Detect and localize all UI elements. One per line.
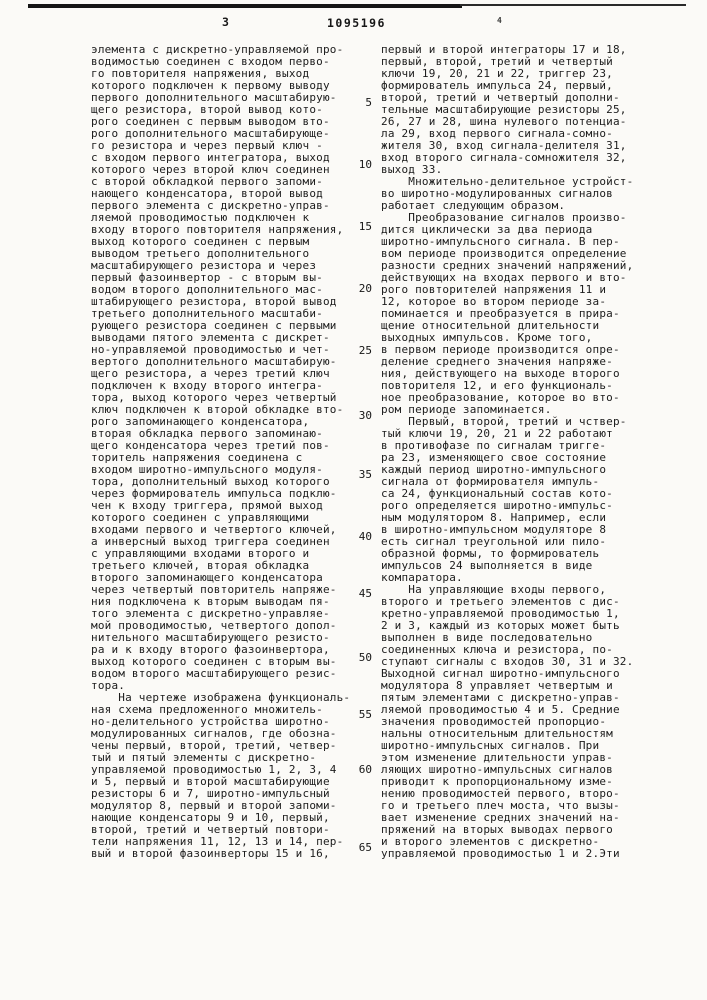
- line-number: 45: [358, 587, 372, 600]
- text-line: вертого дополнительного масштабирую-: [91, 355, 337, 368]
- text-line: мой проводимостью, четвертого допол-: [91, 619, 337, 632]
- line-number: 60: [358, 763, 372, 776]
- text-line: модулятор 8, первый и второй запоми-: [91, 799, 337, 812]
- text-line: образной формы, то формирователь: [381, 547, 600, 560]
- text-line: ключи 19, 20, 21 и 22, триггер 23,: [381, 67, 613, 80]
- text-line: есть сигнал треугольной или пило-: [381, 535, 607, 548]
- text-line: тый ключи 19, 20, 21 и 22 работают: [381, 427, 613, 440]
- text-line: жителя 30, вход сигнала-делителя 31,: [381, 139, 627, 152]
- text-line: нению проводимостей первого, второ-: [381, 787, 620, 800]
- line-number: 15: [358, 220, 372, 233]
- text-line: первого элемента с дискретно-управ-: [91, 199, 330, 212]
- text-line: в противофазе по сигналам тригге-: [381, 439, 607, 452]
- text-line: тельные масштабирующие резисторы 25,: [381, 103, 627, 116]
- text-line: вход второго сигнала-сомножителя 32,: [381, 151, 627, 164]
- top-rule-right-segment: [460, 4, 686, 6]
- text-line: щего резистора, а через третий ключ: [91, 367, 330, 380]
- text-line: ния, действующего на выходе второго: [381, 367, 620, 380]
- text-line: щего конденсатора через третий пов-: [91, 439, 330, 452]
- line-number-gutter: [346, 0, 372, 900]
- text-line: нальны относительным длительностям: [381, 727, 613, 740]
- text-line: выводом третьего дополнительного: [91, 247, 310, 260]
- text-line: чены первый, второй, третий, четвер-: [91, 739, 337, 752]
- text-line: Преобразование сигналов произво-: [381, 211, 627, 224]
- text-line: штабирующего резистора, второй вывод: [91, 295, 337, 308]
- text-line: Первый, второй, третий и чствер-: [381, 415, 627, 428]
- text-line: выход которого соединен с вторым вы-: [91, 655, 337, 668]
- line-number: 20: [358, 282, 372, 295]
- text-line: ляемой проводимостью 4 и 5. Средние: [381, 703, 620, 716]
- text-line: вый и второй фазоинверторы 15 и 16,: [91, 847, 330, 860]
- text-line: щение относительной длительности: [381, 319, 600, 332]
- text-line: импульсов 24 выполняется в виде: [381, 559, 593, 572]
- text-line: тора.: [91, 679, 126, 692]
- text-line: первый фазоинвертор - с вторым вы-: [91, 271, 323, 284]
- text-line: которого подключен к первому выводу: [91, 79, 330, 92]
- text-line: рого запоминающего конденсатора,: [91, 415, 310, 428]
- line-number: 50: [358, 651, 372, 664]
- text-line: широтно-импульсного сигнала. В пер-: [381, 235, 620, 248]
- text-line: первого дополнительного масштабирую-: [91, 91, 337, 104]
- text-line: с входом первого интегратора, выход: [91, 151, 330, 164]
- text-line: тора, дополнительный выход которого: [91, 475, 330, 488]
- text-line: водом второго масштабирующего резис-: [91, 667, 337, 680]
- text-line: соединенных ключа и резистора, по-: [381, 643, 613, 656]
- text-line: подключен к входу второго интегра-: [91, 379, 323, 392]
- text-line: второй, третий и четвертый дополни-: [381, 91, 620, 104]
- text-line: Множительно-делительное устройст-: [381, 175, 634, 188]
- text-line: ным модулятором 8. Например, если: [381, 511, 607, 524]
- line-number: 40: [358, 530, 372, 543]
- text-line: компаратора.: [381, 571, 463, 584]
- text-line: во широтно-модулированных сигналов: [381, 187, 613, 200]
- text-line: пятым элементами с дискретно-управ-: [381, 691, 620, 704]
- text-line: входами первого и четвертого ключей,: [91, 523, 337, 536]
- text-line: рующего резистора соединен с первыми: [91, 319, 337, 332]
- text-line: рого определяется широтно-импульс-: [381, 499, 613, 512]
- text-line: 2 и 3, каждый из которых может быть: [381, 619, 620, 632]
- text-line: в широтно-импульсном модуляторе 8: [381, 523, 607, 536]
- text-line: этом изменение длительности управ-: [381, 751, 613, 764]
- text-line: входом широтно-импульсного модуля-: [91, 463, 323, 476]
- text-line: ключ подключен к второй обкладке вто-: [91, 403, 344, 416]
- line-number: 30: [358, 409, 372, 422]
- text-line: ляемой проводимостью подключен к: [91, 211, 310, 224]
- text-line: водом второго дополнительного мас-: [91, 283, 323, 296]
- text-line: ра 23, изменяющего свое состояние: [381, 451, 607, 464]
- text-line: са 24, функциональный состав кото-: [381, 487, 613, 500]
- text-line: ром периоде запоминается.: [381, 403, 552, 416]
- text-line: которого соединен с управляющими: [91, 511, 310, 524]
- text-line: но-управляемой проводимостью и чет-: [91, 343, 330, 356]
- text-line: щего резистора, второй вывод кото-: [91, 103, 323, 116]
- text-line: пряжений на вторых выводах первого: [381, 823, 613, 836]
- line-number: 35: [358, 468, 372, 481]
- text-line: каждый период широтно-импульсного: [381, 463, 607, 476]
- text-line: приводит к пропорциональному изме-: [381, 775, 613, 788]
- text-line: модулированных сигналов, где обозна-: [91, 727, 337, 740]
- text-line: широтно-импульсных сигналов. При: [381, 739, 600, 752]
- text-line: рого повторителей напряжения 11 и: [381, 283, 607, 296]
- text-line: ная схема предложенного множитель-: [91, 703, 323, 716]
- text-line: 26, 27 и 28, шина нулевого потенциа-: [381, 115, 627, 128]
- line-number: 5: [365, 96, 372, 109]
- text-line: входу второго повторителя напряжения,: [91, 223, 344, 236]
- text-line: торитель напряжения соединена с: [91, 451, 303, 464]
- text-line: с второй обкладкой первого запоми-: [91, 175, 323, 188]
- text-line: значения проводимостей пропорцио-: [381, 715, 607, 728]
- text-line: второй, третий и четвертый повтори-: [91, 823, 330, 836]
- text-line: второго и третьего элементов с дис-: [381, 595, 620, 608]
- text-line: ра и к входу второго фазоинвертора,: [91, 643, 330, 656]
- text-line: масштабирующего резистора и через: [91, 259, 317, 272]
- text-line: рого соединен с первым выводом вто-: [91, 115, 330, 128]
- text-line: выход которого соединен с первым: [91, 235, 310, 248]
- text-line: ла 29, вход первого сигнала-сомно-: [381, 127, 613, 140]
- top-rule-left-segment: [28, 4, 462, 8]
- text-line: поминается и преобразуется в прира-: [381, 307, 620, 320]
- text-line: через четвертый повторитель напряже-: [91, 583, 337, 596]
- text-line: работает следующим образом.: [381, 199, 566, 212]
- text-line: На чертеже изображена функциональ-: [91, 691, 351, 704]
- text-column-right: [381, 44, 667, 860]
- text-line: выход 33.: [381, 163, 443, 176]
- text-line: чен к входу триггера, прямой выход: [91, 499, 323, 512]
- text-line: второго запоминающего конденсатора: [91, 571, 323, 584]
- text-line: через формирователь импульса подклю-: [91, 487, 337, 500]
- text-line: нающие конденсаторы 9 и 10, первый,: [91, 811, 330, 824]
- text-line: того элемента с дискретно-управляе-: [91, 607, 330, 620]
- text-line: выходных импульсов. Кроме того,: [381, 331, 593, 344]
- text-line: го и третьего плеч моста, что вызы-: [381, 799, 620, 812]
- text-line: ное преобразование, которое во вто-: [381, 391, 620, 404]
- text-line: тели напряжения 11, 12, 13 и 14, пер-: [91, 835, 344, 848]
- text-line: го повторителя напряжения, выход: [91, 67, 310, 80]
- text-line: На управляющие входы первого,: [381, 583, 607, 596]
- text-line: элемента с дискретно-управляемой про-: [91, 43, 344, 56]
- right-column-page-number: 4: [497, 16, 502, 25]
- text-line: вает изменение средних значений на-: [381, 811, 620, 824]
- text-line: выполнен в виде последовательно: [381, 631, 593, 644]
- text-line: выводами пятого элемента с дискрет-: [91, 331, 330, 344]
- text-line: тый и пятый элементы с дискретно-: [91, 751, 317, 764]
- text-line: ступают сигналы с входов 30, 31 и 32.: [381, 655, 634, 668]
- text-line: 12, которое во втором периоде за-: [381, 295, 607, 308]
- text-line: ния подключена к вторым выводам пя-: [91, 595, 330, 608]
- left-column-page-number: 3: [222, 15, 229, 29]
- text-line: дится циклически за два периода: [381, 223, 593, 236]
- text-line: управляемой проводимостью 1 и 2.Эти: [381, 847, 620, 860]
- line-number: 10: [358, 158, 372, 171]
- text-line: нающего конденсатора, второй вывод: [91, 187, 323, 200]
- text-line: и второго элементов с дискретно-: [381, 835, 600, 848]
- text-line: первый, второй, третий и четвертый: [381, 55, 613, 68]
- line-number: 65: [358, 841, 372, 854]
- text-line: кретно-управляемой проводимостью 1,: [381, 607, 620, 620]
- text-line: резисторы 6 и 7, широтно-импульсный: [91, 787, 330, 800]
- text-line: рого дополнительного масштабирующе-: [91, 127, 330, 140]
- text-line: модулятора 8 управляет четвертым и: [381, 679, 613, 692]
- text-line: тора, выход которого через четвертый: [91, 391, 337, 404]
- line-number: 25: [358, 344, 372, 357]
- text-line: управляемой проводимостью 1, 2, 3, 4: [91, 763, 337, 776]
- text-line: а инверсный выход триггера соединен: [91, 535, 330, 548]
- text-line: в первом периоде производится опре-: [381, 343, 620, 356]
- text-line: водимостью соединен с входом перво-: [91, 55, 330, 68]
- text-line: разности средних значений напряжений,: [381, 259, 634, 272]
- text-column-left: [91, 44, 363, 860]
- text-line: формирователь импульса 24, первый,: [381, 79, 613, 92]
- text-line: но-делительного устройства широтно-: [91, 715, 330, 728]
- text-line: и 5, первый и второй масштабирующие: [91, 775, 330, 788]
- text-line: Выходной сигнал широтно-импульсного: [381, 667, 620, 680]
- text-line: которого через второй ключ соединен: [91, 163, 330, 176]
- text-line: сигнала от формирователя импуль-: [381, 475, 600, 488]
- patent-number: 1095196: [327, 16, 386, 30]
- text-line: деление среднего значения напряже-: [381, 355, 613, 368]
- text-line: ляющих широтно-импульсных сигналов: [381, 763, 613, 776]
- text-line: повторителя 12, и его функциональ-: [381, 379, 613, 392]
- text-line: действующих на входах первого и вто-: [381, 271, 627, 284]
- line-number: 55: [358, 708, 372, 721]
- text-line: с управляющими входами второго и: [91, 547, 310, 560]
- text-line: нительного масштабирующего резисто-: [91, 631, 330, 644]
- text-line: го резистора и через первый ключ -: [91, 139, 323, 152]
- text-line: вом периоде производится определение: [381, 247, 627, 260]
- text-line: вторая обкладка первого запоминаю-: [91, 427, 323, 440]
- text-line: третьего ключей, вторая обкладка: [91, 559, 310, 572]
- text-line: первый и второй интеграторы 17 и 18,: [381, 43, 627, 56]
- text-line: третьего дополнительного масштаби-: [91, 307, 323, 320]
